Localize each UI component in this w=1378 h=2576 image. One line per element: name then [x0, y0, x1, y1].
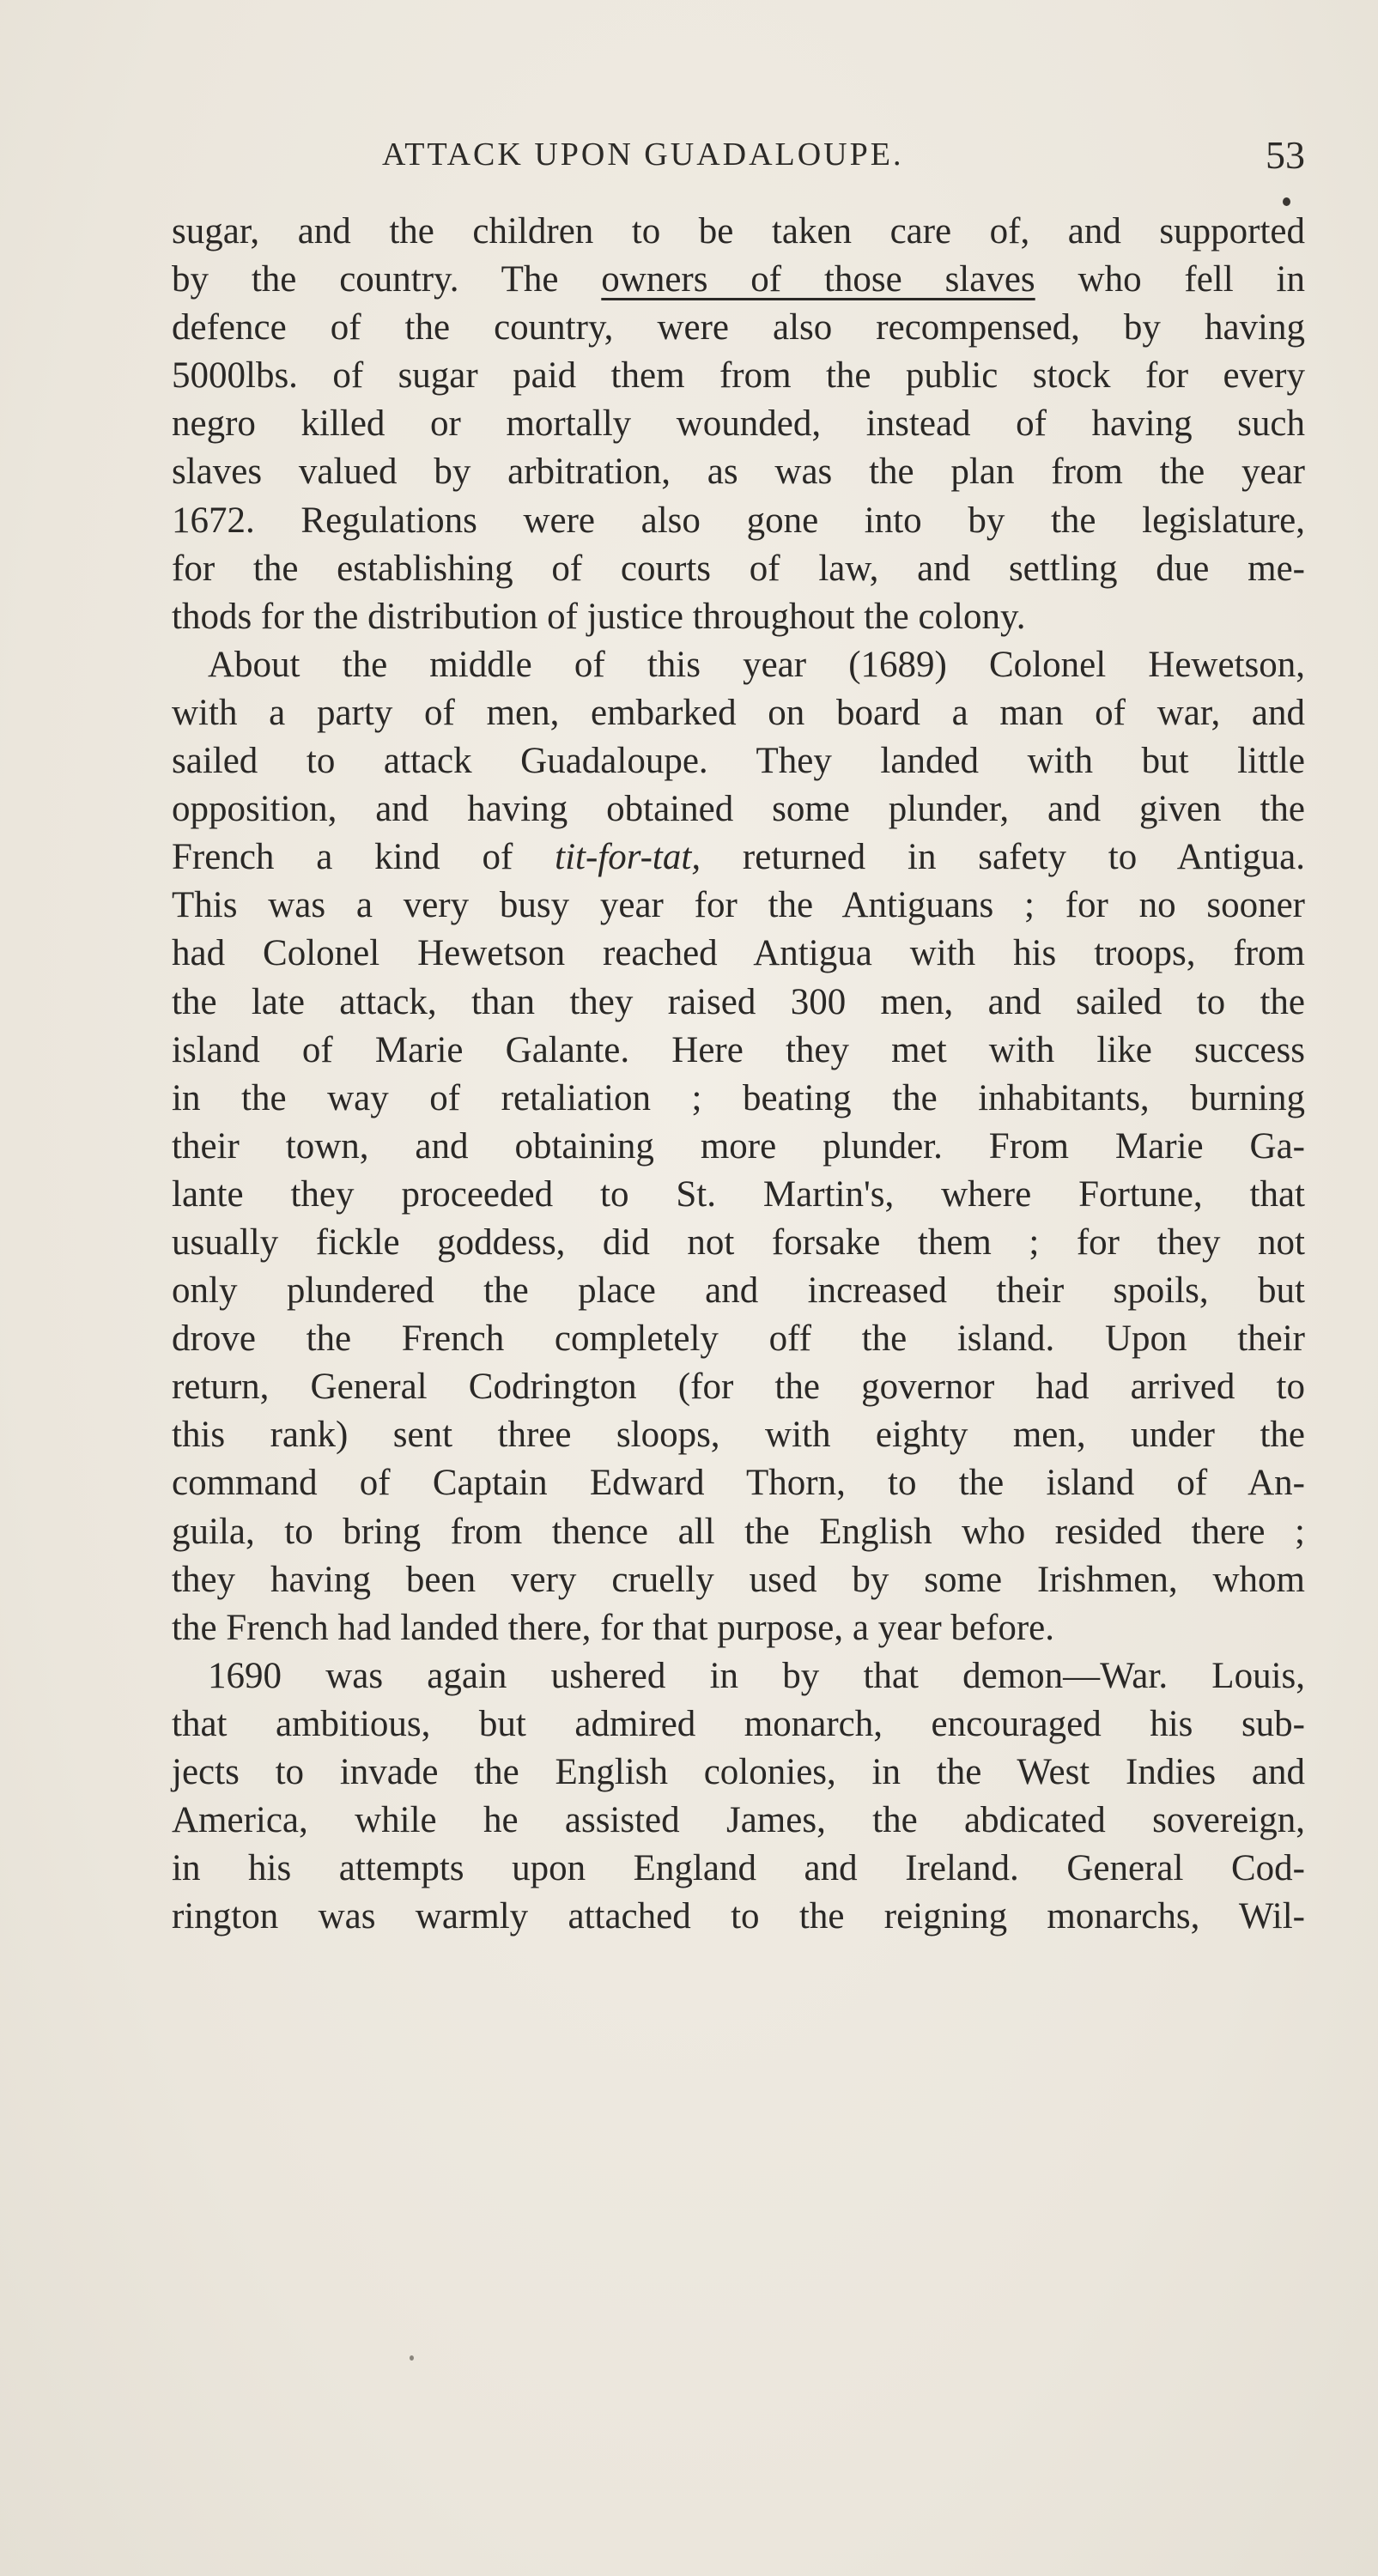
- text-line: that ambitious, but admired monarch, encouraged his sub-: [172, 1703, 1305, 1744]
- body-text: [172, 208, 1305, 1941]
- ink-speck: [1283, 197, 1290, 206]
- text-line: island of Marie Galante. Here they met with like success: [172, 1029, 1305, 1070]
- text-line: in his attempts upon England and Ireland. General Cod-: [172, 1848, 1305, 1889]
- text-line: their town, and obtaining more plunder. From Marie Ga-: [172, 1125, 1305, 1167]
- text-line: America, while he assisted James, the abdicated sovereign,: [172, 1800, 1305, 1841]
- text-line: this rank) sent three sloops, with eighty men, under the: [172, 1415, 1305, 1456]
- text-line: opposition, and having obtained some plunder, and given the: [172, 789, 1305, 830]
- text-line: slaves valued by arbitration, as was the plan from the year: [172, 452, 1305, 493]
- text-line: jects to invade the English colonies, in the West Indies and: [172, 1752, 1305, 1792]
- text-line: guila, to bring from thence all the English who resided there ;: [172, 1511, 1305, 1552]
- text-line: return, General Codrington (for the governor had arrived to: [172, 1367, 1305, 1408]
- page-header: [172, 133, 1305, 187]
- text-line: This was a very busy year for the Antiguans ; for no sooner: [172, 885, 1305, 926]
- text-line: [172, 256, 1305, 304]
- running-title: ATTACK UPON GUADALOUPE.: [382, 136, 904, 173]
- text-line: 1690 was again ushered in by that demon—War. Louis,: [208, 1655, 1305, 1696]
- text-line: in the way of retaliation ; beating the inhabitants, burning: [172, 1077, 1305, 1118]
- underlined-phrase: owners of those slaves: [601, 259, 1035, 300]
- page-number: 53: [1266, 133, 1305, 177]
- text-line: defence of the country, were also recompensed, by having: [172, 307, 1305, 349]
- text-line: lante they proceeded to St. Martin's, where Fortune, that: [172, 1173, 1305, 1215]
- text-line: 5000lbs. of sugar paid them from the public stock for every: [172, 355, 1305, 397]
- text-segment: who fell in: [1035, 259, 1305, 300]
- text-segment: returned in safety to Antigua.: [701, 837, 1306, 878]
- text-line: only plundered the place and increased their spoils, but: [172, 1270, 1305, 1312]
- text-line: rington was warmly attached to the reigning monarchs, Wil-: [172, 1896, 1305, 1937]
- text-line: thods for the distribution of justice throughout the colony.: [172, 596, 1026, 637]
- text-line: sugar, and the children to be taken care of, and supported: [172, 211, 1305, 252]
- text-line: for the establishing of courts of law, and settling due me-: [172, 548, 1305, 589]
- text-line: usually fickle goddess, did not forsake them ; for they not: [172, 1221, 1305, 1263]
- text-line: drove the French completely off the island. Upon their: [172, 1318, 1305, 1360]
- text-line: they having been very cruelly used by some Irishmen, whom: [172, 1559, 1305, 1600]
- text-line: with a party of men, embarked on board a man of war, and: [172, 692, 1305, 733]
- ink-speck: [410, 2355, 414, 2361]
- text-segment: by the country. The: [172, 259, 602, 300]
- text-line: [172, 833, 1305, 882]
- text-line: the French had landed there, for that purpose, a year before.: [172, 1607, 1054, 1648]
- italic-phrase: tit-for-tat,: [555, 837, 701, 878]
- text-line: the late attack, than they raised 300 men, and sailed to the: [172, 981, 1305, 1022]
- text-line: About the middle of this year (1689) Colonel Hewetson,: [208, 644, 1305, 685]
- text-line: command of Captain Edward Thorn, to the island of An-: [172, 1463, 1305, 1504]
- text-line: negro killed or mortally wounded, instead of having such: [172, 403, 1305, 445]
- text-segment: French a kind of: [172, 837, 555, 878]
- text-line: 1672. Regulations were also gone into by the legislature,: [172, 500, 1305, 541]
- text-line: had Colonel Hewetson reached Antigua with his troops, from: [172, 933, 1305, 974]
- text-line: sailed to attack Guadaloupe. They landed with but little: [172, 741, 1305, 782]
